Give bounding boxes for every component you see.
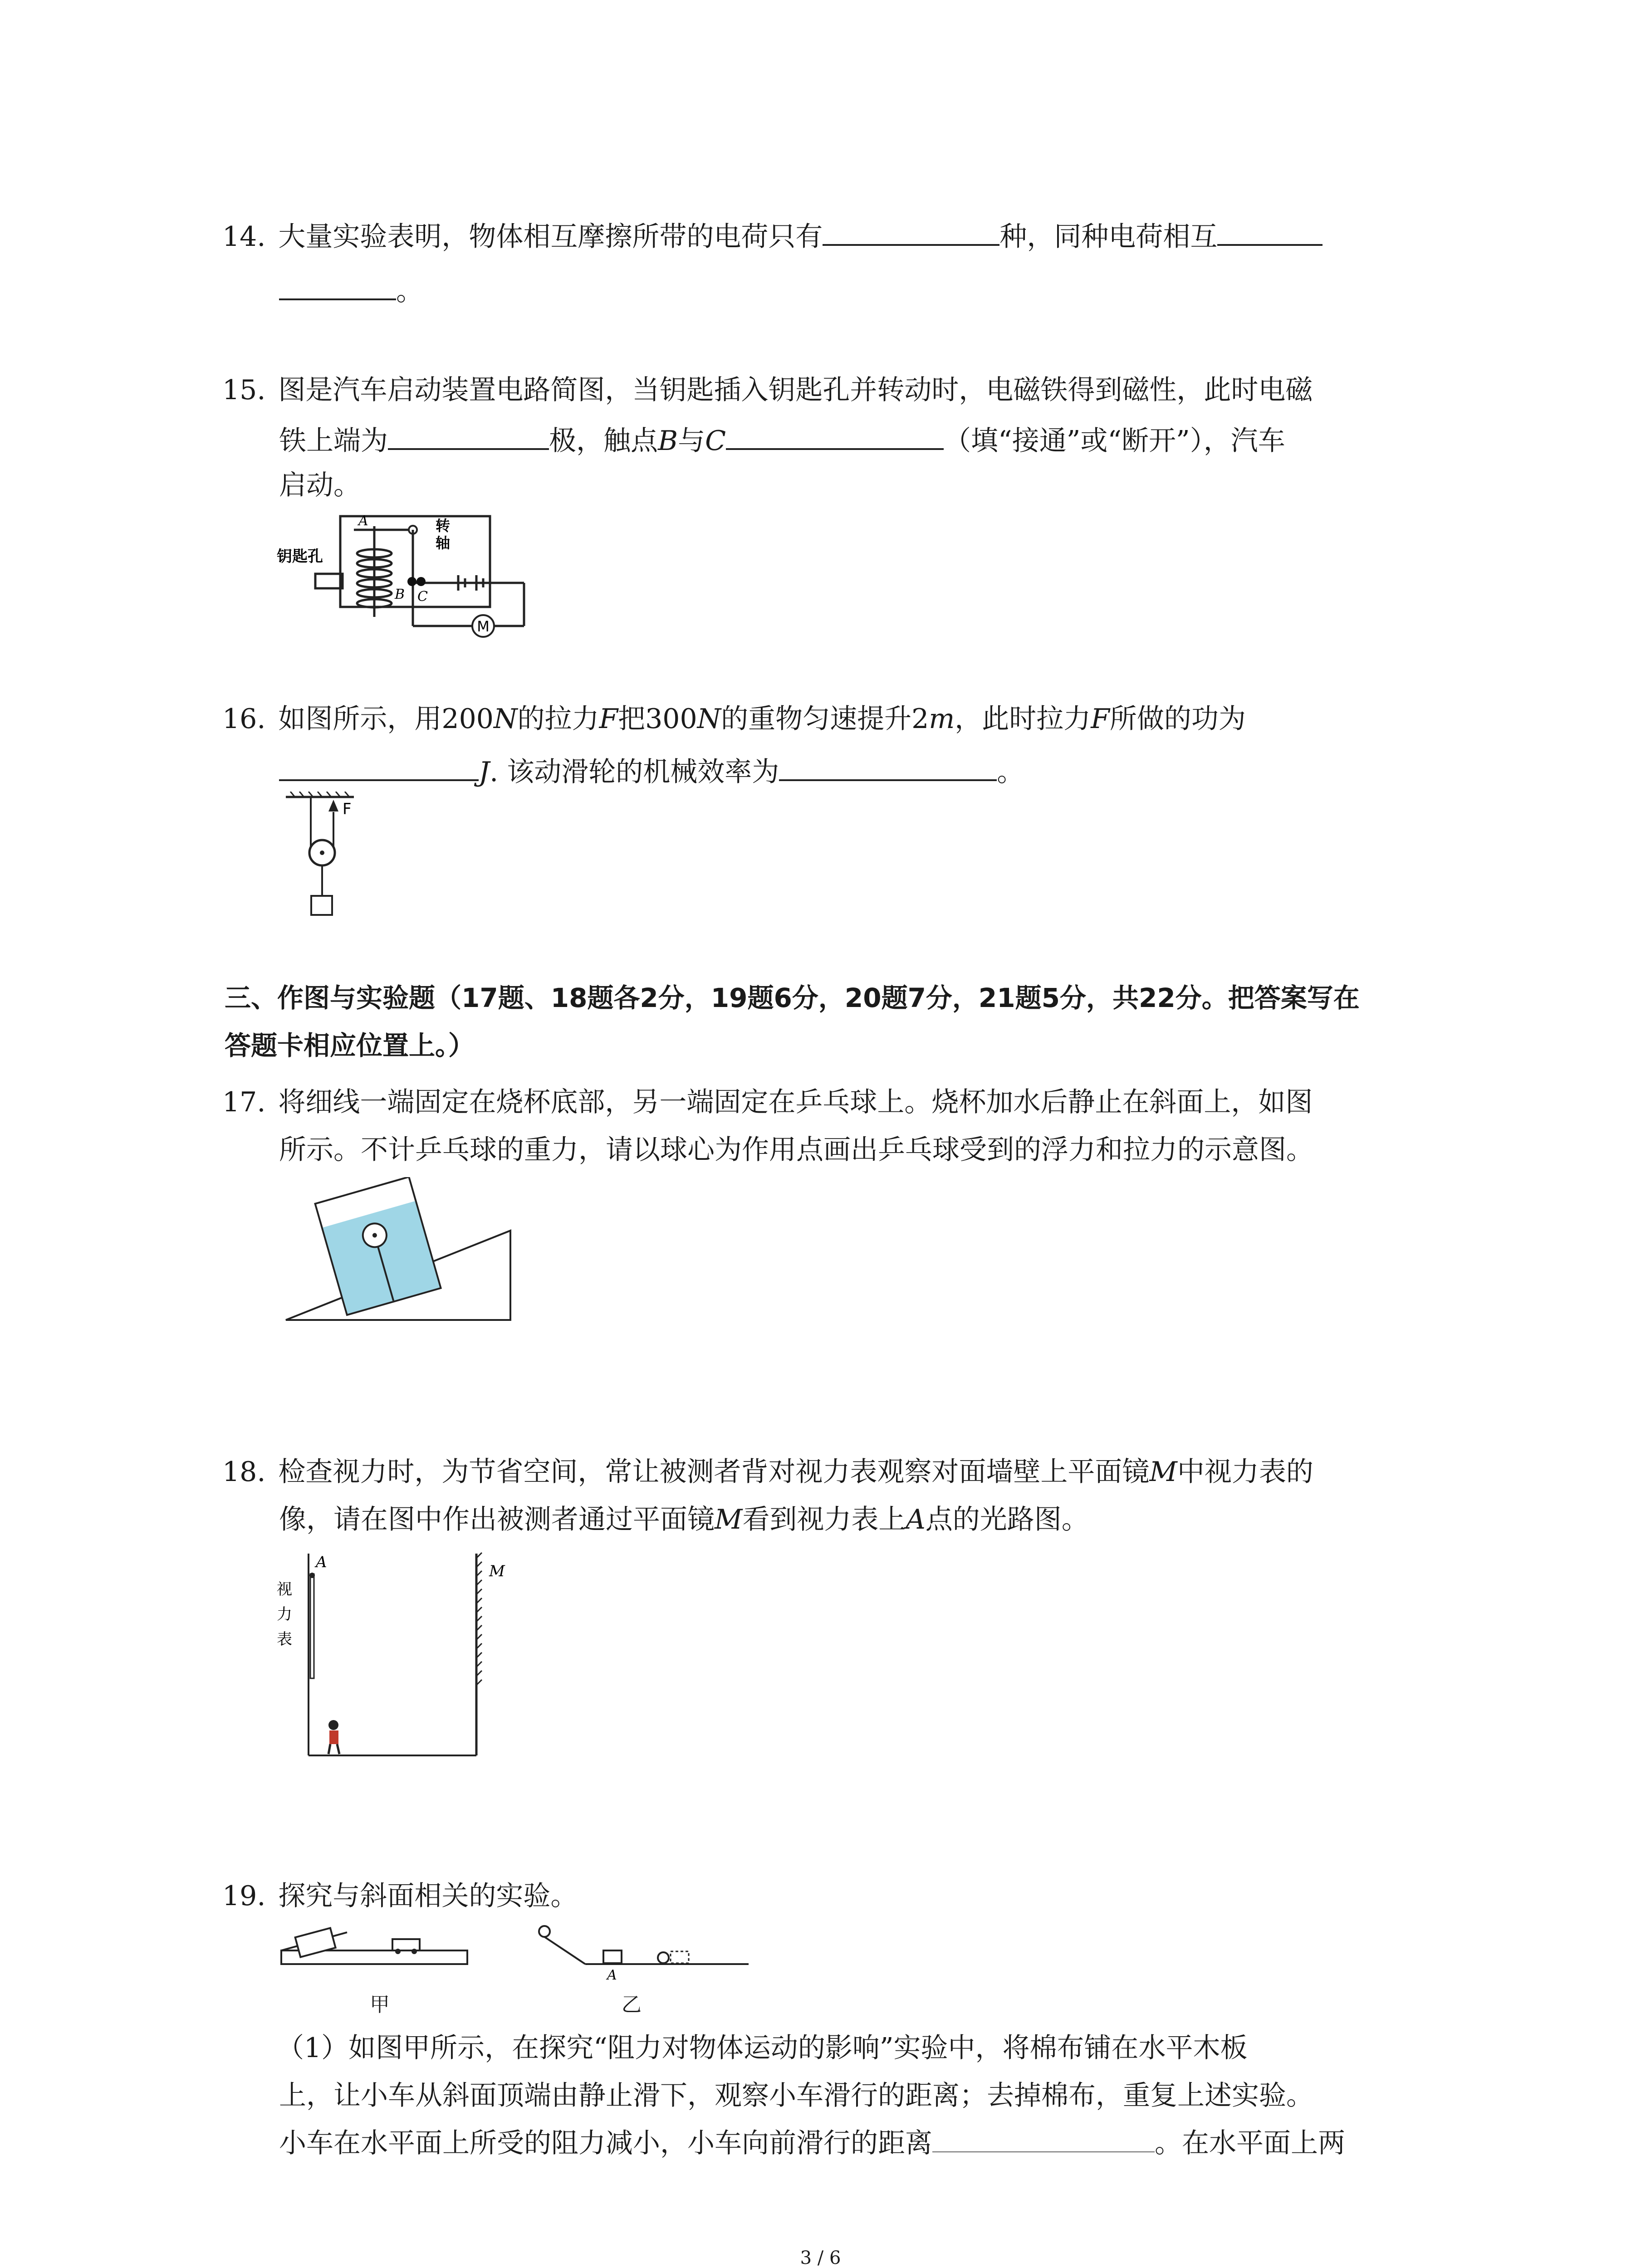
- q19-fig-a-label: [370, 1994, 390, 2016]
- cart-wheel: [411, 1949, 417, 1954]
- q16-weight-value: 300: [645, 703, 697, 735]
- q16-text-d: 的重物匀速提升: [721, 703, 912, 735]
- q16-force-symbol: F: [599, 703, 618, 735]
- key-hole-box: [315, 574, 343, 588]
- q18-text-2c: 点的光路图。: [925, 1504, 1089, 1535]
- q14-line2: [279, 272, 423, 309]
- incline-b: [544, 1937, 585, 1964]
- fig-a-label: 甲: [370, 1993, 390, 2016]
- q18-line1: [222, 1454, 1313, 1490]
- q15-blank-pole[interactable]: [388, 422, 549, 450]
- ball: [539, 1926, 550, 1937]
- section3-line2: [225, 1027, 475, 1064]
- q15-blank-contact[interactable]: [726, 422, 944, 450]
- q16-text-a: 如图所示，用: [278, 703, 442, 735]
- q16-text-e: ，此时拉力: [955, 703, 1091, 735]
- q18-room-figure: [272, 1540, 526, 1762]
- q19-fig-b-label: [622, 1994, 642, 2016]
- q18-number: 18.: [222, 1456, 266, 1488]
- page-number-text: 3 / 6: [800, 2248, 841, 2268]
- q17-line1: [222, 1084, 1313, 1120]
- pulley-axle: [320, 850, 324, 855]
- q18-text-1a: 检查视力时，为节省空间，常让被测者背对视力表观察对面墙壁上平面镜: [278, 1456, 1150, 1488]
- force-arrow-icon: [328, 800, 338, 811]
- weight-block: [311, 896, 332, 915]
- q18-point-a: A: [906, 1504, 926, 1535]
- q19-line1: [222, 1878, 578, 1914]
- fig-b-label: 乙: [622, 1993, 642, 2016]
- q15-point-b: B: [658, 425, 678, 457]
- q15-text-3: 启动。: [279, 469, 361, 501]
- q18-mirror-symbol: M: [1149, 1456, 1177, 1488]
- q14-blank-1[interactable]: [823, 218, 999, 246]
- q19-p1-line3: [279, 2125, 1345, 2161]
- q15-line3: [279, 467, 361, 503]
- q17-text-2: 所示。不计乒乓球的重力，请以球心为作用点画出乒乓球受到的浮力和拉力的示意图。: [279, 1134, 1313, 1166]
- q15-text-1: 图是汽车启动装置电路简图，当钥匙插入钥匙孔并转动时，电磁铁得到磁性，此时电磁: [278, 374, 1313, 406]
- q14-text: 大量实验表明，物体相互摩擦所带的电荷只有: [278, 221, 823, 253]
- label-a: A: [358, 513, 368, 529]
- q15-point-c: C: [705, 425, 726, 457]
- q19-title: 探究与斜面相关的实验。: [278, 1880, 578, 1912]
- q16-text-b: 的拉力: [517, 703, 599, 735]
- q15-number: 15.: [222, 374, 266, 406]
- cart: [392, 1939, 420, 1950]
- q19-figure-a: [279, 1923, 474, 1982]
- label-c: C: [417, 589, 428, 605]
- point-a-dot: [309, 1573, 315, 1578]
- force-label: F: [343, 800, 352, 818]
- q17-text-1: 将细线一端固定在烧杯底部，另一端固定在乒乓球上。烧杯加水后静止在斜面上，如图: [278, 1086, 1313, 1118]
- q16-work-unit: J: [479, 756, 490, 788]
- q14-text-2: 种，同种电荷相互: [999, 221, 1218, 253]
- q16-height-unit: m: [929, 703, 955, 735]
- q18-mirror-symbol-2: M: [715, 1504, 743, 1535]
- block: [603, 1950, 622, 1963]
- q16-height-value: 2: [911, 703, 929, 735]
- section3-line1: [225, 980, 1360, 1016]
- shaft-label-1: 转: [436, 517, 451, 534]
- q15-text-2c: 与: [678, 425, 705, 457]
- q16-pulley-figure: [272, 792, 390, 928]
- label-a: A: [316, 1553, 327, 1571]
- q18-text-2a: 像，请在图中作出被测者通过平面镜: [279, 1504, 715, 1535]
- q16-line1: [222, 701, 1246, 737]
- q17-beaker-figure: [281, 1177, 517, 1327]
- page-number: [0, 2248, 1641, 2268]
- q15-text-2d: （填“接通”或“断开”），汽车: [944, 425, 1285, 457]
- q15-text-2a: 铁上端为: [279, 425, 388, 457]
- label-b: B: [395, 587, 405, 602]
- q19-p1-line1: [277, 2030, 1248, 2066]
- q15-circuit-figure: [277, 508, 549, 640]
- q19-figure-b: [535, 1923, 753, 1982]
- q15-line2: [279, 422, 1285, 459]
- q19-p1-line2: [279, 2077, 1313, 2114]
- q15-line1: [222, 372, 1313, 408]
- q14-blank-2-cont[interactable]: [279, 272, 396, 300]
- q19-number: 19.: [222, 1880, 266, 1912]
- ball-position: [658, 1952, 669, 1963]
- label-a: A: [607, 1967, 617, 1982]
- q16-blank-work[interactable]: [279, 753, 479, 781]
- q18-text-1b: 中视力表的: [1177, 1456, 1313, 1488]
- q18-line2: [279, 1501, 1089, 1538]
- section3-title-2: 答题卡相应位置上。）: [225, 1030, 475, 1061]
- q19-p1-text-3a: 小车在水平面上所受的阻力减小，小车向前滑行的距离: [279, 2127, 932, 2159]
- q19-p1-text-2: 上，让小车从斜面顶端由静止滑下，观察小车滑行的距离；去掉棉布，重复上述实验。: [279, 2080, 1313, 2112]
- q16-force-symbol-2: F: [1091, 703, 1110, 735]
- q16-text-g: . 该动滑轮的机械效率为: [490, 756, 779, 788]
- q16-force-unit: N: [493, 703, 518, 735]
- eye-chart: [310, 1574, 314, 1678]
- q16-line2: [279, 753, 1024, 790]
- q16-weight-unit: N: [697, 703, 721, 735]
- key-hole-label: 钥匙孔: [277, 547, 323, 566]
- q18-text-2b: 看到视力表上: [742, 1504, 906, 1535]
- contact-point-b: [407, 577, 416, 586]
- q16-blank-efficiency[interactable]: [779, 753, 997, 781]
- electromagnet-coil: [357, 549, 392, 607]
- q14-number: 14.: [222, 221, 266, 253]
- q17-number: 17.: [222, 1086, 266, 1118]
- label-m: M: [489, 1562, 505, 1580]
- q14-blank-2[interactable]: [1217, 218, 1323, 246]
- q14-end: 。: [396, 275, 423, 307]
- q19-p1-text-1: （1）如图甲所示，在探究“阻力对物体运动的影响”实验中，将棉布铺在水平木板: [277, 2032, 1248, 2064]
- q14-line1: [222, 218, 1323, 255]
- block-moved: [671, 1951, 689, 1963]
- q16-text-c: 把: [618, 703, 646, 735]
- chart-label-3: 表: [277, 1630, 292, 1648]
- contact-point-c: [416, 577, 426, 586]
- person-icon: [328, 1720, 339, 1754]
- chart-label-1: 视: [277, 1580, 292, 1598]
- q16-end: 。: [997, 756, 1024, 788]
- q19-p1-text-3b: 。在水平面上两: [1155, 2127, 1345, 2159]
- cart-wheel: [395, 1949, 401, 1954]
- q19-blank-distance[interactable]: [932, 2125, 1155, 2152]
- q16-force-value: 200: [441, 703, 494, 735]
- q16-number: 16.: [222, 703, 266, 735]
- q17-line2: [279, 1132, 1313, 1168]
- q15-text-2b: 极，触点: [549, 425, 658, 457]
- shaft-label-2: 轴: [436, 534, 451, 552]
- chart-label-2: 力: [277, 1605, 292, 1623]
- section3-title: 三、作图与实验题（17题、18题各2分，19题6分，20题7分，21题5分，共22分。把答案写在: [225, 982, 1360, 1013]
- motor-label: M: [477, 618, 490, 635]
- q16-text-f: 所做的功为: [1109, 703, 1246, 735]
